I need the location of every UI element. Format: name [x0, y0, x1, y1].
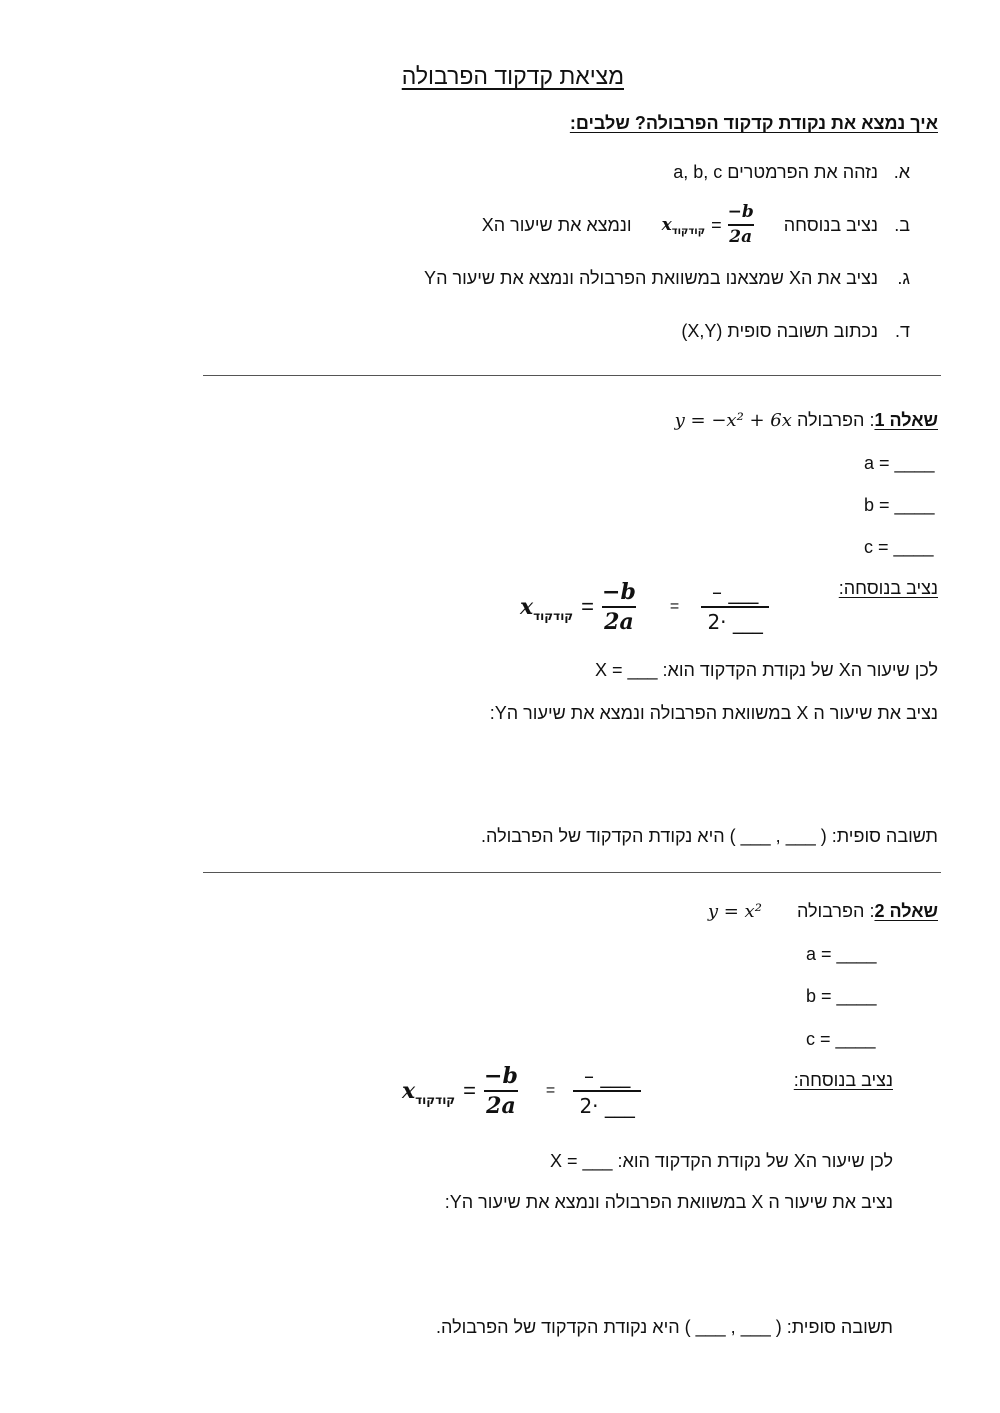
step-c: [424, 268, 910, 289]
divider: [203, 375, 941, 376]
param-a: a = ____: [864, 453, 935, 473]
fraction-bar: [701, 606, 769, 608]
param-c: c = ____: [864, 537, 934, 557]
question-label: שאלה 1: [874, 410, 938, 430]
fraction-bar: [573, 1090, 641, 1092]
step-text: נציב את הX שמצאנו במשוואת הפרבולה ונמצא את שיעור הY: [424, 268, 878, 288]
formula-numerator: −b: [602, 579, 636, 605]
parabola-equation: y = −x² + 6x: [674, 410, 792, 431]
formula-subscript: קודקוד: [533, 609, 574, 624]
step-text: נזהה את הפרמטרים a, b, c: [673, 162, 878, 182]
formula-subscript: קודקוד: [671, 225, 706, 237]
formula-denominator: 2a: [604, 609, 634, 636]
formula-fraction: [484, 1064, 518, 1118]
formula-var: x: [661, 215, 672, 235]
param-b: b = ____: [806, 986, 877, 1006]
y-instruction-line: נציב את שיעור ה X במשוואת הפרבולה ונמצא את שיעור הY:: [489, 703, 938, 723]
blank-numerator: – ___: [712, 580, 759, 605]
final-answer-line: תשובה סופית: ( ___ , ___ ) היא נקודת הקדקוד של הפרבולה.: [481, 826, 938, 846]
equals-sign: =: [463, 1078, 477, 1104]
y-instruction-line: נציב את שיעור ה X במשוואת הפרבולה ונמצא את שיעור הY:: [444, 1192, 893, 1212]
formula-denominator: 2a: [729, 227, 753, 247]
substitute-label: נציב בנוסחה:: [793, 1070, 893, 1090]
formula-var: x: [402, 1078, 416, 1105]
blank-denominator: 2· ___: [707, 610, 763, 635]
blank-denominator: 2· ___: [579, 1094, 635, 1119]
blank-numerator: – ___: [584, 1064, 631, 1089]
vertex-formula: [662, 203, 754, 246]
param-b: b = ____: [864, 495, 935, 515]
equals-sign: =: [545, 1082, 556, 1100]
step-b: [482, 200, 910, 250]
x-result-line: לכן שיעור הX של נקודת הקדקוד הוא: ___ = X: [549, 1151, 893, 1171]
formula-fraction: [728, 203, 754, 246]
blank-fraction: [573, 1064, 641, 1118]
step-a: [673, 162, 910, 183]
x-result-line: לכן שיעור הX של נקודת הקדקוד הוא: ___ = X: [594, 660, 938, 680]
final-answer-line: תשובה סופית: ( ___ , ___ ) היא נקודת הקדקוד של הפרבולה.: [436, 1317, 893, 1337]
question-2-header: [708, 901, 938, 922]
q2-formula: [402, 1064, 641, 1118]
equals-sign: =: [581, 594, 595, 620]
formula-subscript: קודקוד: [415, 1093, 456, 1108]
question-colon: :: [869, 901, 875, 921]
page-title: מציאת קדקוד הפרבולה: [401, 63, 624, 89]
question-label: שאלה 2: [874, 901, 938, 921]
param-c: c = ____: [806, 1029, 876, 1049]
parabola-equation: y = x²: [707, 901, 762, 922]
question-1-header: [675, 410, 938, 431]
question-intro: הפרבולה: [796, 901, 865, 921]
step-d: [681, 321, 910, 342]
formula-denominator: 2a: [486, 1093, 516, 1120]
step-letter: א.: [893, 162, 910, 182]
step-letter: ד.: [895, 321, 910, 341]
formula-fraction: [602, 580, 636, 634]
fraction-bar: [602, 606, 636, 608]
equals-sign: =: [669, 598, 680, 616]
formula-numerator: −b: [727, 202, 754, 223]
question-intro: הפרבולה: [796, 410, 865, 430]
formula-numerator: −b: [484, 1063, 518, 1089]
steps-heading: איך נמצא את נקודת קדקוד הפרבולה? שלבים:: [569, 113, 938, 133]
q1-formula: [520, 580, 769, 634]
question-colon: :: [869, 410, 875, 430]
step-letter: ג.: [897, 268, 910, 288]
step-letter: ב.: [894, 214, 910, 235]
step-text-before: נציב בנוסחה: [783, 214, 878, 235]
step-text-after: ונמצא את שיעור הX: [481, 214, 632, 235]
divider: [203, 872, 941, 873]
formula-var: x: [520, 594, 534, 621]
step-text: נכתוב תשובה סופית (X,Y): [681, 321, 878, 341]
fraction-bar: [484, 1090, 518, 1092]
fraction-bar: [728, 224, 754, 226]
blank-fraction: [701, 580, 769, 634]
param-a: a = ____: [806, 944, 877, 964]
equals-sign: =: [711, 214, 722, 235]
substitute-label: נציב בנוסחה:: [838, 578, 938, 598]
